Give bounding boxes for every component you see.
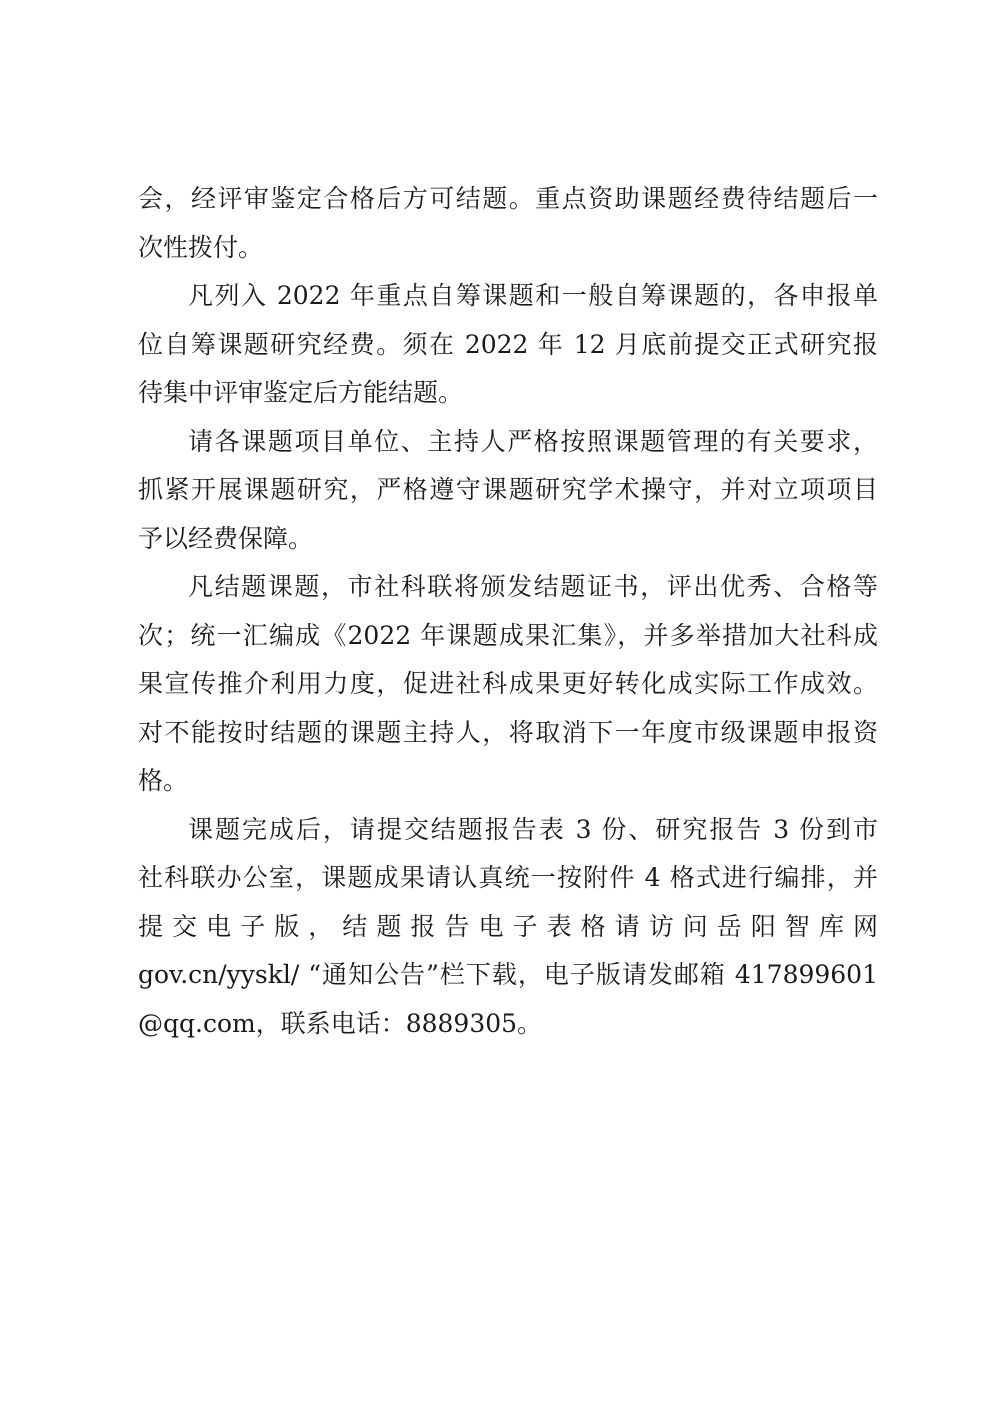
text-line: 次性拨付。	[138, 232, 264, 262]
paragraph-first-line: 请各课题项目单位、主持人严格按照课题管理的有关要求，	[188, 426, 878, 456]
text-line: 次；统一汇编成《2022 年课题成果汇集》，并多举措加大社科成	[138, 620, 878, 650]
paragraph-first-line: 凡结题课题，市社科联将颁发结题证书，评出优秀、合格等	[188, 572, 878, 601]
paragraph-first-line: 课题完成后，请提交结题报告表 3 份、研究报告 3 份到市	[188, 814, 878, 844]
body-text	[138, 175, 878, 1048]
text-line: 待集中评审鉴定后方能结题。	[138, 378, 464, 407]
text-line: gov.cn/yyskl/ “通知公告”栏下载，电子版请发邮箱 417899601	[138, 960, 878, 989]
text-line: 格。	[138, 766, 189, 795]
text-line: 果宣传推介利用力度，促进社科成果更好转化成实际工作成效。	[138, 669, 878, 698]
text-line: 予以经费保障。	[138, 523, 314, 553]
paragraph-first-line: 凡列入 2022 年重点自筹课题和一般自筹课题的，各申报单	[188, 281, 878, 310]
text-line: 社科联办公室，课题成果请认真统一按附件 4 格式进行编排，并	[138, 863, 878, 892]
text-line: 提交电子版，结题报告电子表格请访问岳阳智库网	[138, 911, 878, 941]
text-line: 会，经评审鉴定合格后方可结题。重点资助课题经费待结题后一	[138, 184, 878, 213]
text-line: 位自筹课题研究经费。须在 2022 年 12 月底前提交正式研究报	[138, 329, 878, 359]
text-line: 抓紧开展课题研究，严格遵守课题研究学术操守，并对立项项目	[138, 475, 878, 504]
text-line: @qq.com，联系电话：8889305。	[138, 1008, 543, 1038]
text-line: 对不能按时结题的课题主持人，将取消下一年度市级课题申报资	[138, 717, 878, 747]
